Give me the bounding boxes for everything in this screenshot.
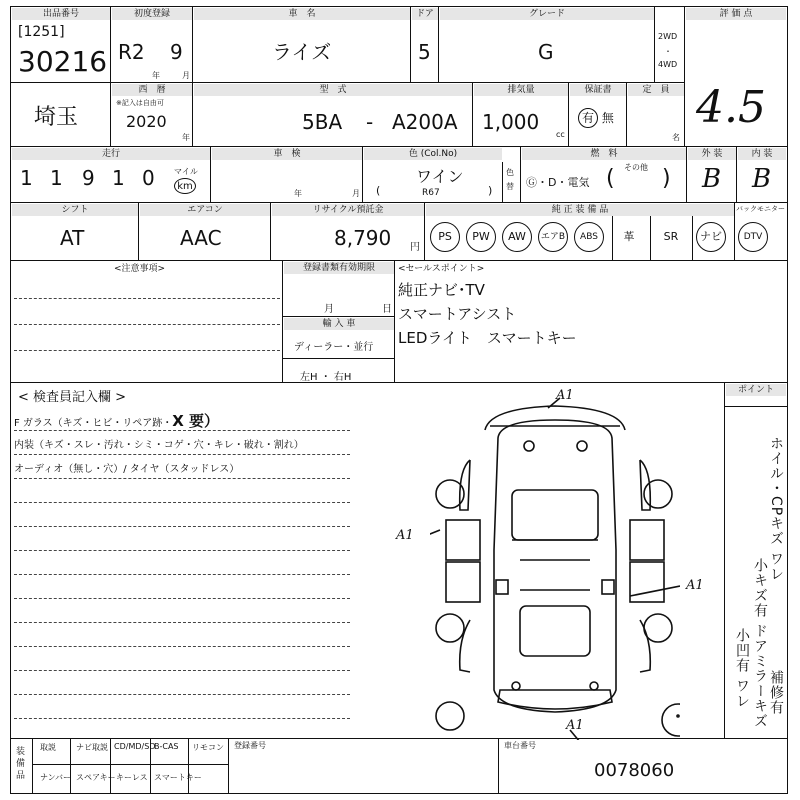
shaken-label: 車 検 [212,148,362,160]
footer-item: ナビ取説 [76,743,108,752]
mileage-digit: 1 [112,166,125,190]
damage-mark: A1 [396,528,414,543]
damage-mark: A1 [566,718,584,733]
footer-item: B-CAS [154,742,179,751]
inspection-line-interior: 内装（キズ・スレ・汚れ・シミ・コゲ・穴・キレ・破れ・割れ） [14,440,304,451]
fuel-other-label: その他 [624,163,648,172]
chassis-label: 車台番号 [504,741,536,750]
footer-item: スペアキー [76,773,116,782]
fuel-paren-close: ) [662,166,671,191]
sales-point: スマートアシスト [398,305,517,323]
month-mark: 月 [182,71,190,80]
seireki-year-mark: 年 [182,133,190,142]
shaken-year-mark: 年 [294,189,302,198]
shift-label: シフト [12,204,138,216]
equip-sunroof: SR [663,230,679,243]
drive-2wd: 2WD [658,32,678,41]
recycle-value: 8,790 [334,226,392,250]
reg-no-label: 登録番号 [234,741,266,750]
color-change-label: 色替 [506,168,514,191]
grade-label: グレード [440,8,654,20]
side-note: 補修有 [768,670,784,715]
damage-mark: A1 [556,388,574,403]
warranty-no: 無 [601,111,614,125]
fuel-paren-open: ( [606,166,615,191]
side-note: 小凹有 ワレ [734,628,750,709]
equipment-label: 純 正 装 備 品 [426,204,734,216]
model-label: 車 名 [194,8,410,20]
sales-point: LEDライト スマートキー [398,329,577,347]
sales-points [398,278,577,350]
yen-mark: 円 [410,242,420,253]
mileage-digit: 1 [50,166,63,190]
ac-label: エアコン [140,204,270,216]
warranty-yes: 有 [578,108,598,128]
glass-mark: X 要） [172,412,220,430]
seireki-year: 2020 [126,112,167,131]
lot-label: 出品番号 [12,8,110,20]
handle-options [300,368,351,383]
handle-right: 右H [333,372,352,383]
first-reg-month: 9 [170,40,183,64]
docs-label: 登録書類有効期限 [284,262,394,274]
score-label: 評 価 点 [686,8,786,20]
color-label: 色 (Col.No) [364,148,502,160]
capacity-mark: 名 [672,133,680,142]
side-note: 小キズ有 ドアミラーキズ [752,558,768,729]
prefecture: 埼玉 [34,105,79,130]
year-mark: 年 [152,71,160,80]
glass-options: F ガラス（キズ・ヒビ・リペア跡・ [14,418,173,429]
capacity-label: 定 員 [628,84,684,96]
footer-item: キーレス [116,773,148,782]
recycle-label: リサイクル預託金 [272,204,424,216]
footer-item: CD/MD/SD [114,742,156,751]
damage-mark: A1 [686,578,704,593]
grade-value: G [538,40,554,64]
equip-ps: PS [430,222,460,252]
docs-month: 月 [324,304,334,315]
inspection-line-glass [14,410,219,431]
caution-label: <注意事項> [114,264,166,274]
interior-label: 内 装 [738,148,786,160]
mileage-digit: 0 [142,166,155,190]
footer-item: ナンバー [40,773,72,782]
drive-dot: ・ [664,47,672,56]
first-reg-label: 初度登録 [112,8,192,20]
exterior-label: 外 装 [688,148,736,160]
footer-label: 装備品 [16,747,26,781]
footer-item: リモコン [192,743,224,752]
footer-item: 取説 [40,743,56,752]
color-value: ワイン [416,167,464,186]
katashiki-value: A200A [392,110,458,134]
ac-value: AAC [180,226,222,250]
drive-4wd: 4WD [658,60,678,69]
footer-item: スマートキー [154,773,202,782]
seireki-label: 西 暦 [112,84,192,96]
mileage-digit: 1 [20,166,33,190]
displacement-label: 排気量 [474,84,568,96]
side-label: ポイント [726,384,786,396]
fuel-options: Ⓖ・D・電気 [526,176,590,189]
inspection-line-audio: オーディオ（無し・穴）/ タイヤ（スタッドレス） [14,464,240,475]
model-name: ライズ [272,40,332,64]
docs-day: 日 [382,304,392,315]
score-value: 4.5 [696,82,766,133]
lot-prefix: [1251] [18,24,65,40]
handle-left: 左H [300,372,318,383]
lot-number: 30216 [18,45,108,78]
first-reg-era: R2 [118,40,145,64]
color-no: R67 [422,188,440,198]
auction-sheet [10,6,788,794]
car-diagram [430,390,680,740]
displacement-value: 1,000 [482,110,540,134]
import-label: 輸 入 車 [284,318,394,330]
import-type: ディーラー・並行 [294,342,374,353]
handle-dot: ・ [320,372,331,383]
equip-pw: PW [466,222,496,252]
mile-label: マイル [174,167,198,176]
cc-mark: cc [556,130,565,139]
doors-label: ドア [412,8,438,20]
seireki-note: ※記入は自由可 [116,99,164,107]
mileage-label: 走行 [12,148,210,160]
exterior-grade: B [702,164,722,194]
mileage-digit: 9 [82,166,95,190]
interior-grade: B [752,164,772,194]
warranty-label: 保証書 [570,84,626,96]
katashiki-dash: - [366,110,374,134]
equip-airbag: エアB [538,222,568,252]
sales-point: 純正ナビ･TV [398,281,485,299]
equip-dtv: DTV [738,222,768,252]
equip-navi: ナビ [696,222,726,252]
katashiki-prefix: 5BA [302,110,343,134]
shaken-month-mark: 月 [352,189,360,198]
katashiki-label: 型 式 [194,84,472,96]
sales-label: <セールスポイント> [398,264,485,274]
shift-value: AT [60,226,85,250]
equip-abs: ABS [574,222,604,252]
camera-label: バックモニター [736,205,785,213]
mileage-digits [20,166,170,192]
paren-open: ( [376,184,381,197]
fuel-label: 燃 料 [522,148,686,160]
doors-value: 5 [418,40,431,64]
km-mark: km [174,178,196,194]
inspection-title: < 検査員記入欄 > [18,390,127,405]
warranty-options [578,108,614,128]
paren-close: ) [488,184,493,197]
chassis-number: 0078060 [594,760,675,781]
side-note: ホイル・CPキズ ワレ [768,436,784,582]
equip-leather: 革 [623,230,635,243]
equip-aw: AW [502,222,532,252]
